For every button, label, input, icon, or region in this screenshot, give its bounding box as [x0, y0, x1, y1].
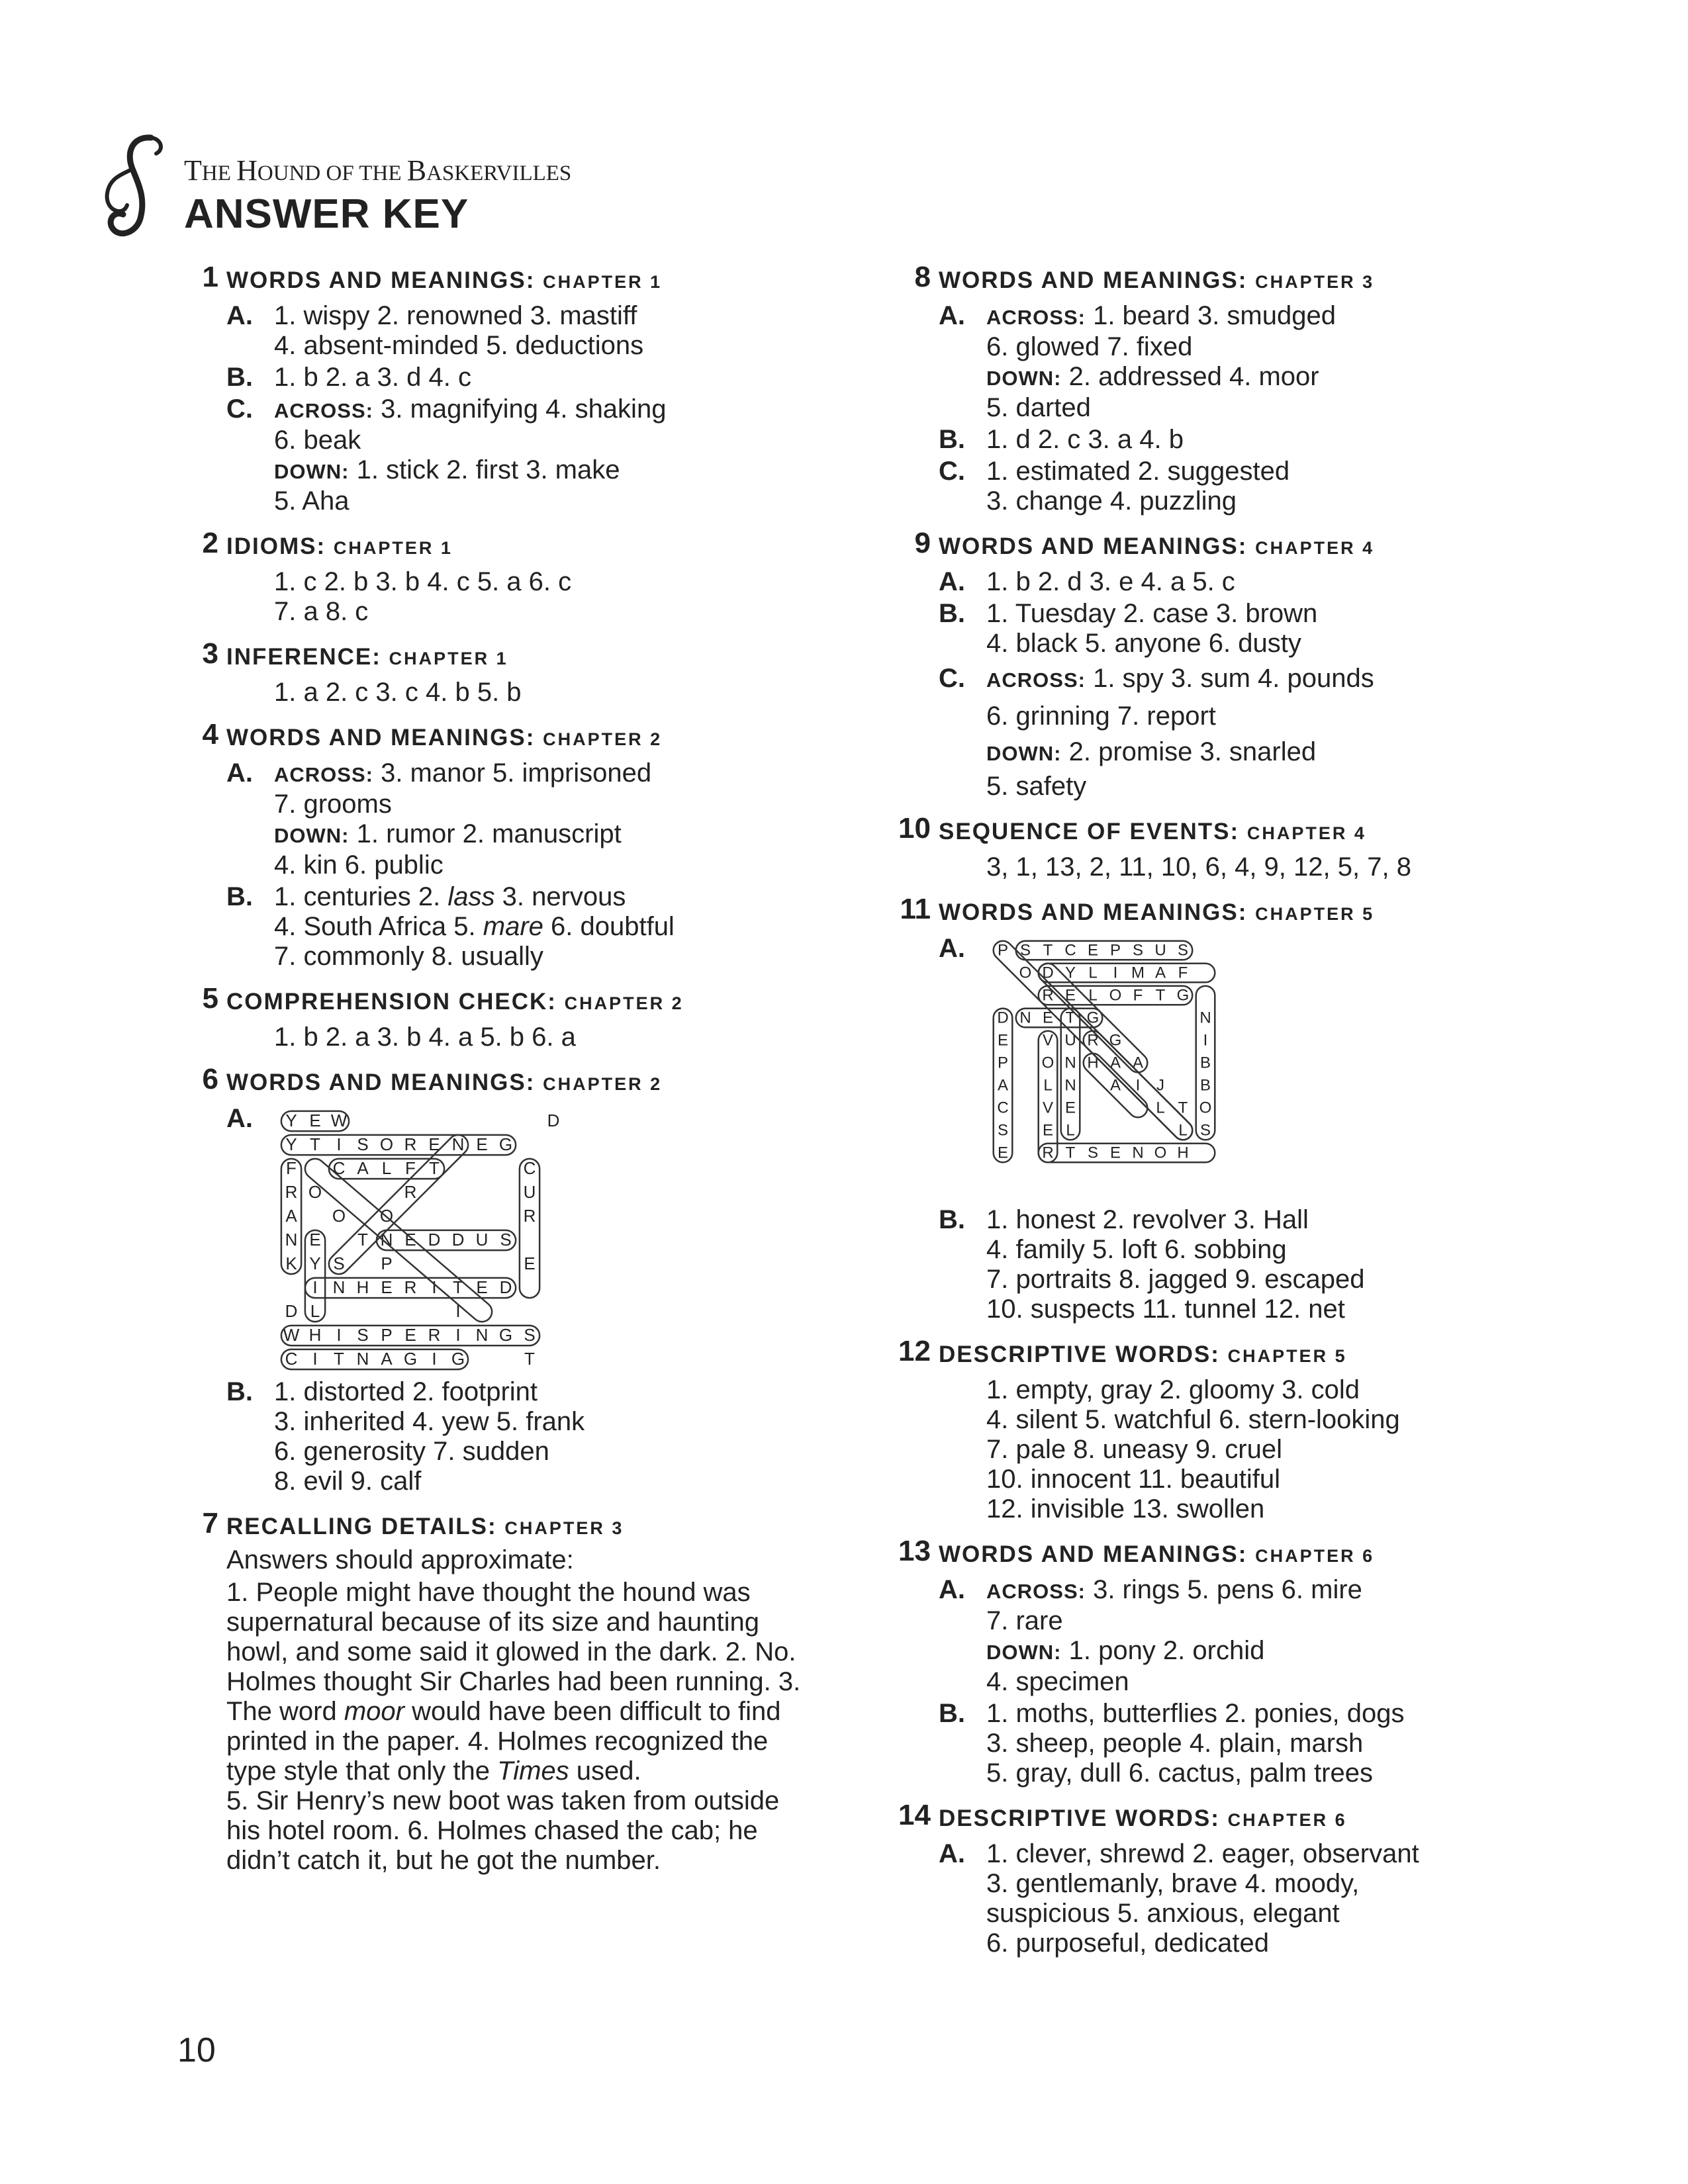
part-c: C. ACROSS: 3. magnifying 4. shaking 6. beak DOWN: 1. stick 2. first 3. make 5. Aha [226, 394, 810, 516]
puzzle-letter: W [283, 1324, 300, 1345]
puzzle-letter: R [404, 1277, 417, 1297]
puzzle-letter: C [285, 1348, 298, 1369]
section-7 [188, 1507, 810, 1876]
puzzle-letter: A [285, 1205, 297, 1226]
puzzle-letter: T [334, 1348, 344, 1369]
puzzle-letter: A [1132, 1054, 1144, 1072]
answer-line: 1. Tuesday 2. case 3. brown [986, 599, 1318, 628]
puzzle-letter: G [1086, 1009, 1100, 1027]
puzzle-letter: I [455, 1324, 461, 1345]
puzzle-letter: E [476, 1134, 488, 1154]
puzzle-letter: E [1087, 941, 1099, 960]
answer-line: 7. portraits 8. jagged 9. escaped [986, 1265, 1365, 1294]
puzzle-letter: D [285, 1300, 298, 1321]
puzzle-letter: V [1042, 1031, 1054, 1050]
answer-line: 3. sheep, people 4. plain, marsh [986, 1729, 1364, 1758]
puzzle-letter: H [1087, 1054, 1099, 1072]
answer-line: 4. family 5. loft 6. sobbing [986, 1235, 1287, 1264]
section-number: 10 [898, 812, 931, 844]
puzzle-letter: T [1155, 986, 1166, 1005]
puzzle-letter: G [498, 1324, 513, 1345]
puzzle-letter: S [357, 1134, 369, 1154]
answer-line: 10. suspects 11. tunnel 12. net [986, 1295, 1345, 1324]
section-number: 9 [914, 527, 931, 559]
section-8 [900, 263, 1496, 516]
answer-line: 4. specimen [986, 1667, 1129, 1696]
puzzle-letter: R [428, 1324, 441, 1345]
puzzle-letter: O [1199, 1099, 1212, 1117]
puzzle-letter: E [476, 1277, 488, 1297]
part-a: A. P S T C E P S U S O D Y L I M A F R E L O F T G D N E T G N E V U R G I P O N H A A B A L N A I J B C V E L T O S E L L S E R T S E N O H [939, 934, 1496, 1185]
puzzle-letter: R [404, 1181, 417, 1202]
puzzle-letter: D [547, 1110, 560, 1130]
puzzle-letter: N [332, 1277, 346, 1297]
puzzle-letter: Y [309, 1253, 321, 1273]
puzzle-letter: R [1042, 1144, 1054, 1162]
section-heading: WORDS AND MEANINGS: CHAPTER 5 [939, 899, 1375, 925]
puzzle-letter: E [524, 1253, 536, 1273]
word-search-puzzle [986, 934, 1238, 1185]
puzzle-letter: N [1064, 1076, 1076, 1095]
puzzle-letter: C [523, 1158, 536, 1178]
answer-line: 5. gray, dull 6. cactus, palm trees [986, 1758, 1373, 1788]
puzzle-letter: S [333, 1253, 345, 1273]
puzzle-letter: U [1064, 1031, 1076, 1050]
section-11 [900, 895, 1496, 1324]
puzzle-letter: S [1019, 941, 1031, 960]
puzzle-letter: E [428, 1134, 440, 1154]
answer-line: 5. darted [986, 393, 1091, 422]
answer-line: 1. b 2. d 3. e 4. a 5. c [986, 567, 1235, 596]
puzzle-letter: E [997, 1031, 1009, 1050]
puzzle-letter: L [1066, 1121, 1075, 1140]
puzzle-letter: R [1042, 986, 1054, 1005]
puzzle-letter: A [1154, 964, 1166, 982]
section-number: 6 [202, 1063, 218, 1095]
section-number: 12 [898, 1335, 931, 1367]
answer-line: 7. rare [986, 1606, 1063, 1635]
answer-line: 1. moths, butterflies 2. ponies, dogs [986, 1699, 1405, 1728]
puzzle-letter: D [997, 1009, 1009, 1027]
puzzle-letter: S [1132, 941, 1144, 960]
answer-line: DOWN: 1. rumor 2. manuscript [274, 819, 622, 848]
answer-line: 4. black 5. anyone 6. dusty [986, 629, 1301, 658]
section-5 [188, 982, 810, 1052]
answer-line: 6. beak [274, 426, 361, 455]
puzzle-letter: T [1178, 1099, 1188, 1117]
puzzle-letter: E [997, 1144, 1009, 1162]
puzzle-letter: S [1087, 1144, 1099, 1162]
answer-line: 1. centuries 2. lass 3. nervous [274, 882, 626, 911]
section-number: 1 [202, 261, 218, 293]
part-b: B. 1. d 2. c 3. a 4. b [939, 425, 1496, 455]
puzzle-letter: P [1109, 941, 1121, 960]
answer-line: DOWN: 2. addressed 4. moor [986, 362, 1319, 391]
puzzle-letter: D [499, 1277, 512, 1297]
answer-line: 7. pale 8. uneasy 9. cruel [986, 1435, 1282, 1464]
puzzle-letter: P [997, 941, 1009, 960]
answer-paragraph: 5. Sir Henry’s new boot was taken from outside his hotel room. 6. Holmes chased the cab; he didn’t catch it, but he got the number. [226, 1786, 780, 1875]
part-a: A. 1. wispy 2. renowned 3. mastiff 4. absent-minded 5. deductions [226, 301, 810, 361]
puzzle-letter: S [524, 1324, 536, 1345]
puzzle-letter: O [1041, 1054, 1055, 1072]
section-number: 7 [202, 1507, 218, 1539]
section-heading: WORDS AND MEANINGS: CHAPTER 4 [939, 533, 1375, 559]
section-heading: WORDS AND MEANINGS: CHAPTER 2 [226, 1069, 663, 1095]
puzzle-letter: O [1109, 986, 1122, 1005]
section-heading: WORDS AND MEANINGS: CHAPTER 3 [939, 267, 1375, 293]
section-1 [188, 263, 810, 516]
word-highlight [377, 1230, 516, 1250]
part-b: B. 1. Tuesday 2. case 3. brown 4. black 5. anyone 6. dusty [939, 599, 1496, 659]
answer-line: 1. d 2. c 3. a 4. b [986, 425, 1184, 454]
answer-line: 1. b 2. a 3. d 4. c [274, 363, 471, 392]
section-2 [188, 529, 810, 627]
answer-paragraph: 1. People might have thought the hound was supernatural because of its size and haunting howl, and some said it glowed in the dark. 2. No. Holmes thought Sir Charles had been running. 3. The word moor would have been difficult to find printed in the paper. 4. Holmes recognized the type style that only the Times used. [226, 1578, 801, 1786]
puzzle-letter: N [356, 1348, 369, 1369]
puzzle-letter: H [356, 1277, 369, 1297]
section-heading: DESCRIPTIVE WORDS: CHAPTER 6 [939, 1805, 1347, 1831]
puzzle-letter: U [475, 1229, 489, 1250]
section-heading: RECALLING DETAILS: CHAPTER 3 [226, 1514, 624, 1539]
puzzle-letter: H [1177, 1144, 1189, 1162]
puzzle-letter: E [1064, 1099, 1076, 1117]
puzzle-letter: F [1178, 964, 1188, 982]
section-number: 13 [898, 1535, 931, 1567]
answer-line: 5. safety [986, 772, 1087, 801]
answer-line: 5. Aha [274, 486, 350, 516]
answer-line: ACROSS: 3. magnifying 4. shaking [274, 394, 667, 424]
answer-line: 1. honest 2. revolver 3. Hall [986, 1205, 1309, 1234]
answer-line: 1. distorted 2. footprint [274, 1377, 538, 1406]
part-c: C. 1. estimated 2. suggested 3. change 4. puzzling [939, 457, 1496, 516]
puzzle-letter: Y [285, 1110, 297, 1130]
puzzle-letter: I [336, 1134, 342, 1154]
puzzle-letter: G [403, 1348, 418, 1369]
puzzle-letter: G [1176, 986, 1190, 1005]
puzzle-letter: F [286, 1158, 297, 1178]
puzzle-letter: I [1203, 1031, 1208, 1050]
part-b: B. 1. distorted 2. footprint 3. inherited 4. yew 5. frank 6. generosity 7. sudden 8. evil 9. calf [226, 1377, 810, 1496]
puzzle-letter: E [1042, 1009, 1054, 1027]
answer-line: DOWN: 1. pony 2. orchid [986, 1636, 1265, 1665]
puzzle-letter: I [432, 1277, 437, 1297]
answer-line: 1. wispy 2. renowned 3. mastiff [274, 301, 637, 330]
puzzle-letter: L [381, 1158, 392, 1178]
puzzle-letter: S [997, 1121, 1009, 1140]
puzzle-letter: D [451, 1229, 465, 1250]
puzzle-letter: I [312, 1277, 318, 1297]
part-b: B. 1. moths, butterflies 2. ponies, dogs 3. sheep, people 4. plain, marsh 5. gray, dull 6. cactus, palm trees [939, 1699, 1496, 1788]
puzzle-letter: A [997, 1076, 1009, 1095]
puzzle-letter: N [1132, 1144, 1144, 1162]
section-14 [900, 1801, 1496, 1958]
puzzle-letter: A [1109, 1054, 1121, 1072]
answer-line: 1. b 2. a 3. b 4. a 5. b 6. a [274, 1023, 576, 1052]
section-4 [188, 718, 810, 972]
puzzle-letter: N [1199, 1009, 1211, 1027]
puzzle-letter: O [332, 1205, 346, 1226]
puzzle-letter: D [428, 1229, 441, 1250]
word-highlight [325, 1131, 473, 1279]
section-heading: INFERENCE: CHAPTER 1 [226, 644, 508, 670]
puzzle-letter: C [332, 1158, 346, 1178]
section-heading: WORDS AND MEANINGS: CHAPTER 1 [226, 267, 663, 293]
word-highlight [281, 1349, 468, 1369]
part-c: C. ACROSS: 1. spy 3. sum 4. pounds 6. grinning 7. report DOWN: 2. promise 3. snarled 5. safety [939, 660, 1496, 801]
puzzle-letter: R [1087, 1031, 1099, 1050]
part-a: A. 1. clever, shrewd 2. eager, observant 3. gentlemanly, brave 4. moody, suspicious 5. anxious, elegant 6. purposeful, dedicated [939, 1839, 1496, 1958]
section-heading: IDIOMS: CHAPTER 1 [226, 533, 453, 559]
section-heading: WORDS AND MEANINGS: CHAPTER 6 [939, 1541, 1375, 1567]
puzzle-letter: D [1042, 964, 1054, 982]
answer-line: ACROSS: 1. spy 3. sum 4. pounds [986, 664, 1374, 693]
puzzle-letter: L [1043, 1076, 1053, 1095]
section-number: 2 [202, 527, 218, 559]
section-13 [900, 1537, 1496, 1788]
section-number: 3 [202, 637, 218, 670]
section-heading: WORDS AND MEANINGS: CHAPTER 2 [226, 725, 663, 751]
puzzle-letter: T [357, 1229, 368, 1250]
puzzle-letter: N [285, 1229, 298, 1250]
answer-line: 7. a 8. c [274, 597, 369, 626]
section-heading: SEQUENCE OF EVENTS: CHAPTER 4 [939, 819, 1366, 844]
puzzle-letter: E [1064, 986, 1076, 1005]
word-highlight [520, 1159, 539, 1298]
puzzle-letter: T [453, 1277, 463, 1297]
answer-line: 7. grooms [274, 790, 392, 819]
part-b: B. 1. honest 2. revolver 3. Hall 4. family 5. loft 6. sobbing 7. portraits 8. jagged 9. escaped 10. suspects 11. tunnel 12. net [939, 1205, 1496, 1324]
series-title: THE HOUND OF THE BASKERVILLES [184, 154, 572, 187]
puzzle-letter: T [524, 1348, 535, 1369]
left-column [188, 263, 810, 1889]
puzzle-letter: O [1019, 964, 1032, 982]
puzzle-letter: T [1043, 941, 1053, 960]
answer-line: 6. generosity 7. sudden [274, 1437, 549, 1466]
answer-line: 4. South Africa 5. mare 6. doubtful [274, 912, 675, 941]
answer-line: 8. evil 9. calf [274, 1467, 422, 1496]
puzzle-letter: T [1065, 1009, 1076, 1027]
section-number: 8 [914, 261, 931, 293]
puzzle-letter: S [1177, 941, 1189, 960]
answer-line: ACROSS: 3. manor 5. imprisoned [274, 758, 652, 788]
puzzle-letter: N [451, 1134, 465, 1154]
part-a: A. Y E W D Y T I S O R E N E G F C A L F T C R O R U A O O R N E T N E D D U S K Y S P E I N H E R I T E D D L I W H I S P E R I N G S C I T N A G I G T [226, 1104, 810, 1375]
word-highlight [301, 1155, 496, 1326]
puzzle-letter: P [381, 1324, 393, 1345]
answer-line: ACROSS: 3. rings 5. pens 6. mire [986, 1575, 1362, 1604]
puzzle-letter: S [500, 1229, 512, 1250]
page-number: 10 [177, 2031, 216, 2070]
answer-line: 3. change 4. puzzling [986, 486, 1237, 516]
answer-line: 4. silent 5. watchful 6. stern-looking [986, 1405, 1400, 1434]
puzzle-letter: R [285, 1181, 298, 1202]
puzzle-letter: P [381, 1253, 393, 1273]
answer-line: 1. clever, shrewd 2. eager, observant [986, 1839, 1419, 1868]
answer-line: 1. c 2. b 3. b 4. c 5. a 6. c [274, 567, 572, 596]
puzzle-letter: I [1113, 964, 1118, 982]
puzzle-letter: N [1064, 1054, 1076, 1072]
puzzle-letter: E [309, 1229, 321, 1250]
right-column [900, 263, 1496, 1972]
puzzle-letter: R [404, 1134, 417, 1154]
puzzle-letter: A [357, 1158, 369, 1178]
answer-line: 12. invisible 13. swollen [986, 1494, 1265, 1524]
puzzle-letter: L [1088, 986, 1098, 1005]
puzzle-letter: K [285, 1253, 297, 1273]
puzzle-letter: E [1042, 1121, 1054, 1140]
puzzle-letter: M [1131, 964, 1145, 982]
puzzle-letter: N [1019, 1009, 1031, 1027]
puzzle-letter: Y [285, 1134, 297, 1154]
puzzle-letter: L [1178, 1121, 1188, 1140]
puzzle-letter: L [1088, 964, 1098, 982]
puzzle-letter: F [405, 1158, 416, 1178]
section-6 [188, 1063, 810, 1496]
puzzle-letter: E [404, 1324, 416, 1345]
puzzle-letter: G [498, 1134, 513, 1154]
puzzle-letter: B [1199, 1076, 1211, 1095]
puzzle-letter: E [381, 1277, 393, 1297]
puzzle-letter: L [1156, 1099, 1165, 1117]
puzzle-letter: S [1199, 1121, 1211, 1140]
section-number: 4 [202, 718, 218, 751]
puzzle-letter: I [1135, 1076, 1141, 1095]
part-a: A. ACROSS: 3. manor 5. imprisoned 7. grooms DOWN: 1. rumor 2. manuscript 4. kin 6. public [226, 758, 810, 880]
puzzle-letter: B [1199, 1054, 1211, 1072]
answer-line: 4. kin 6. public [274, 850, 444, 880]
puzzle-letter: J [1156, 1076, 1164, 1095]
puzzle-letter: O [379, 1205, 394, 1226]
answer-line: DOWN: 1. stick 2. first 3. make [274, 455, 620, 484]
section-number: 14 [898, 1799, 931, 1831]
section-heading: DESCRIPTIVE WORDS: CHAPTER 5 [939, 1342, 1347, 1367]
puzzle-letter: U [523, 1181, 536, 1202]
part-b: B. 1. b 2. a 3. d 4. c [226, 363, 810, 392]
puzzle-letter: I [312, 1348, 318, 1369]
section-number: 5 [202, 982, 218, 1015]
puzzle-letter: R [523, 1205, 536, 1226]
puzzle-letter: F [1133, 986, 1143, 1005]
answer-intro: Answers should approximate: [226, 1545, 574, 1574]
answer-line: 4. absent-minded 5. deductions [274, 331, 644, 360]
puzzle-letter: H [308, 1324, 322, 1345]
puzzle-letter: P [997, 1054, 1009, 1072]
answer-line: 3, 1, 13, 2, 11, 10, 6, 4, 9, 12, 5, 7, 8 [986, 852, 1411, 882]
page-title: ANSWER KEY [184, 191, 469, 237]
puzzle-letter: Y [1064, 964, 1076, 982]
puzzle-letter: O [379, 1134, 394, 1154]
answer-line: ACROSS: 1. beard 3. smudged [986, 301, 1336, 330]
part-a: A. ACROSS: 3. rings 5. pens 6. mire 7. rare DOWN: 1. pony 2. orchid 4. specimen [939, 1575, 1496, 1697]
puzzle-letter: G [1109, 1031, 1122, 1050]
puzzle-letter: W [330, 1110, 348, 1130]
answer-line: 7. commonly 8. usually [274, 942, 543, 971]
section-3 [188, 637, 810, 707]
puzzle-letter: T [310, 1134, 320, 1154]
answer-line: 3. inherited 4. yew 5. frank [274, 1407, 585, 1436]
answer-line: 1. estimated 2. suggested [986, 457, 1290, 486]
puzzle-letter: G [451, 1348, 465, 1369]
answer-line: 1. a 2. c 3. c 4. b 5. b [274, 678, 522, 707]
answer-line: suspicious 5. anxious, elegant [986, 1899, 1340, 1928]
answer-line: 10. innocent 11. beautiful [986, 1465, 1281, 1494]
answer-line: 3. gentlemanly, brave 4. moody, [986, 1869, 1360, 1898]
puzzle-letter: T [429, 1158, 440, 1178]
puzzle-letter: C [1064, 941, 1076, 960]
puzzle-letter: A [381, 1348, 393, 1369]
puzzle-letter: I [455, 1300, 461, 1321]
part-b: B. 1. centuries 2. lass 3. nervous 4. South Africa 5. mare 6. doubtful 7. commonly 8. usually [226, 882, 810, 972]
section-heading: COMPREHENSION CHECK: CHAPTER 2 [226, 989, 684, 1015]
word-search-puzzle [274, 1104, 560, 1375]
puzzle-letter: E [309, 1110, 321, 1130]
part-a: A. ACROSS: 1. beard 3. smudged 6. glowed 7. fixed DOWN: 2. addressed 4. moor 5. darted [939, 301, 1496, 423]
puzzle-letter: I [336, 1324, 342, 1345]
series-logo-icon [93, 132, 179, 245]
puzzle-letter: U [1154, 941, 1166, 960]
answer-line: 6. purposeful, dedicated [986, 1929, 1269, 1958]
puzzle-letter: E [1109, 1144, 1121, 1162]
puzzle-letter: A [1109, 1076, 1121, 1095]
puzzle-letter: L [310, 1300, 320, 1321]
puzzle-letter: E [404, 1229, 416, 1250]
answer-line: DOWN: 2. promise 3. snarled [986, 737, 1317, 766]
puzzle-letter: O [1154, 1144, 1167, 1162]
answer-line: 6. grinning 7. report [986, 702, 1216, 731]
puzzle-letter: N [380, 1229, 393, 1250]
puzzle-letter: I [432, 1348, 437, 1369]
section-number: 11 [900, 893, 931, 925]
section-10 [898, 812, 1496, 882]
section-12 [898, 1335, 1496, 1524]
puzzle-letter: S [357, 1324, 369, 1345]
puzzle-letter: O [308, 1181, 322, 1202]
puzzle-letter: V [1042, 1099, 1054, 1117]
puzzle-letter: N [475, 1324, 489, 1345]
answer-line: 6. glowed 7. fixed [986, 332, 1193, 361]
part-a: A. 1. b 2. d 3. e 4. a 5. c [939, 567, 1496, 597]
puzzle-letter: C [997, 1099, 1009, 1117]
puzzle-letter: T [1065, 1144, 1076, 1162]
answer-line: 1. empty, gray 2. gloomy 3. cold [986, 1375, 1360, 1404]
section-9 [900, 529, 1496, 801]
